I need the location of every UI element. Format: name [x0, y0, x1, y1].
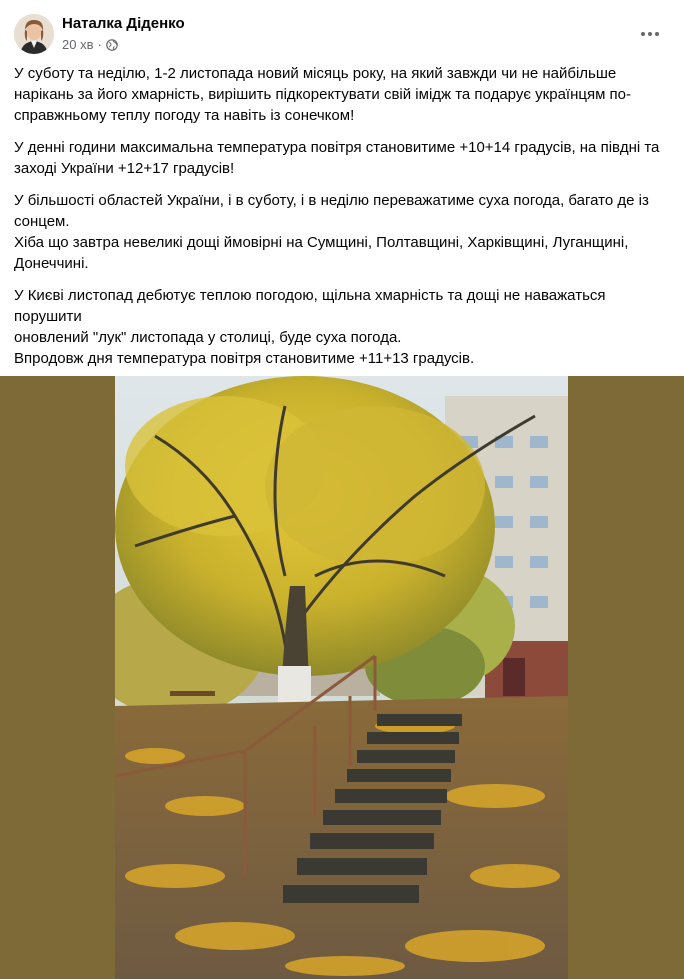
post-photo-container	[0, 376, 684, 979]
text-line: нарікань за його хмарність, вирішить підкоректувати свій імідж та подарує українцям по-	[14, 86, 632, 103]
text-line: У суботу та неділю, 1-2 листопада новий місяць року, на який завжди чи не найбільше	[14, 65, 617, 82]
post-time[interactable]: 20 хв	[62, 37, 94, 52]
post-paragraph	[14, 190, 672, 274]
autumn-park-image	[115, 376, 568, 979]
text-line: Хіба що завтра невеликі дощі ймовірні на Сумщині, Полтавщині, Харківщині, Луганщині,	[14, 234, 629, 251]
post-header	[14, 12, 670, 56]
post-paragraph	[14, 137, 672, 179]
meta-separator: ·	[97, 37, 102, 52]
text-line: заході України +12+17 градусів!	[14, 160, 235, 177]
text-line: У Києві листопад дебютує теплою погодою, щільна хмарність та дощі не наважаться порушити	[14, 287, 606, 325]
more-options-icon[interactable]	[638, 24, 662, 44]
author-name[interactable]: Наталка Діденко	[62, 15, 185, 32]
text-line: оновлений "лук" листопада у столиці, буде суха погода.	[14, 329, 402, 346]
text-line: справжньому теплу погоду та навіть із сонечком!	[14, 107, 355, 124]
globe-icon[interactable]	[106, 39, 118, 51]
author-avatar[interactable]	[14, 14, 54, 54]
text-line: сонцем.	[14, 213, 70, 230]
text-line: У денні години максимальна температура повітря становитиме +10+14 градусів, на півдні та	[14, 139, 660, 156]
avatar-image	[14, 14, 54, 54]
post-paragraph	[14, 285, 672, 369]
text-line: У більшості областей України, і в суботу, і в неділю переважатиме суха погода, багато де із	[14, 192, 649, 209]
post-meta	[62, 37, 118, 52]
text-line: Впродовж дня температура повітря становитиме +11+13 градусів.	[14, 350, 475, 367]
post-photo[interactable]	[115, 376, 568, 979]
post-paragraph	[14, 63, 672, 126]
text-line: Донеччині.	[14, 255, 89, 272]
